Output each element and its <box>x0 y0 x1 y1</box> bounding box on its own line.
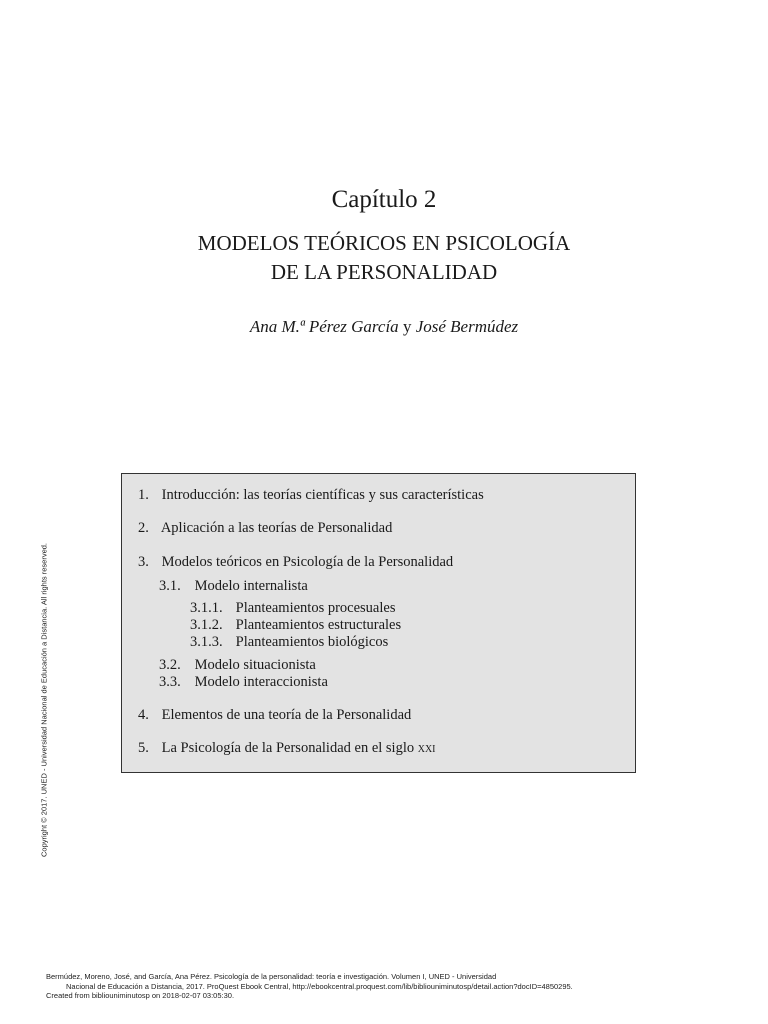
footer-line-1: Bermúdez, Moreno, José, and García, Ana Pérez. Psicología de la personalidad: teoría e investigación. Volumen I, UNED - Universidad <box>46 972 497 981</box>
toc-item <box>190 617 401 634</box>
author-1: Ana M.ª Pérez García <box>249 317 399 336</box>
toc-item <box>138 707 411 724</box>
chapter-label: Capítulo 2 <box>331 186 437 213</box>
toc-item-text: Modelo interaccionista <box>194 674 328 690</box>
toc-item <box>138 740 436 757</box>
toc-item-text: Modelos teóricos en Psicología de la Personalidad <box>161 554 454 570</box>
toc-item-text: Planteamientos estructurales <box>235 617 402 633</box>
toc-item <box>190 600 395 617</box>
toc-item <box>159 578 308 595</box>
toc-item-number: 3.1. <box>159 578 181 594</box>
toc-item-number: 3.1.1. <box>190 600 223 616</box>
toc-item-text: Modelo internalista <box>194 578 308 594</box>
table-of-contents <box>121 473 636 773</box>
chapter-title-line-2: DE LA PERSONALIDAD <box>270 260 498 284</box>
footer-line-3: Created from bibliouniminutosp on 2018-02-07 03:05:30. <box>46 991 235 1000</box>
toc-item-number: 3.3. <box>159 674 181 690</box>
chapter-title <box>0 229 768 287</box>
toc-item-text: Modelo situacionista <box>194 657 316 673</box>
toc-item-number: 2. <box>138 520 149 536</box>
author-conjunction: y <box>402 317 412 336</box>
toc-item-text: Introducción: las teorías científicas y sus características <box>161 487 484 503</box>
toc-item-number: 4. <box>138 707 149 723</box>
toc-item-number: 3.1.3. <box>190 634 223 650</box>
citation-footer <box>46 972 573 1001</box>
toc-item-number: 3. <box>138 554 149 570</box>
toc-item-number: 5. <box>138 740 149 756</box>
toc-item-number: 1. <box>138 487 149 503</box>
toc-item <box>138 520 392 537</box>
toc-item-text: La Psicología de la Personalidad en el siglo <box>161 740 415 756</box>
toc-item-suffix: xxi <box>417 740 436 756</box>
side-copyright-notice: Copyright © 2017. UNED - Universidad Nacional de Educación a Distancia. All rights reserved. <box>39 542 49 858</box>
toc-item <box>138 554 453 571</box>
chapter-authors <box>0 317 768 337</box>
toc-item <box>138 487 484 504</box>
toc-item-text: Elementos de una teoría de la Personalidad <box>161 707 412 723</box>
toc-item-text: Planteamientos biológicos <box>235 634 389 650</box>
toc-item-number: 3.1.2. <box>190 617 223 633</box>
author-2: José Bermúdez <box>415 317 519 336</box>
toc-item-text: Planteamientos procesuales <box>235 600 396 616</box>
toc-item-text: Aplicación a las teorías de Personalidad <box>160 520 393 536</box>
toc-item-number: 3.2. <box>159 657 181 673</box>
chapter-title-line-1: MODELOS TEÓRICOS EN PSICOLOGÍA <box>197 231 571 255</box>
toc-item <box>159 657 316 674</box>
toc-item <box>159 674 328 691</box>
toc-item <box>190 634 388 651</box>
footer-line-2: Nacional de Educación a Distancia, 2017. ProQuest Ebook Central, http://ebookcentral.proquest.com/lib/bibliouniminutosp/detail.action?docID=4850295. <box>66 981 573 991</box>
